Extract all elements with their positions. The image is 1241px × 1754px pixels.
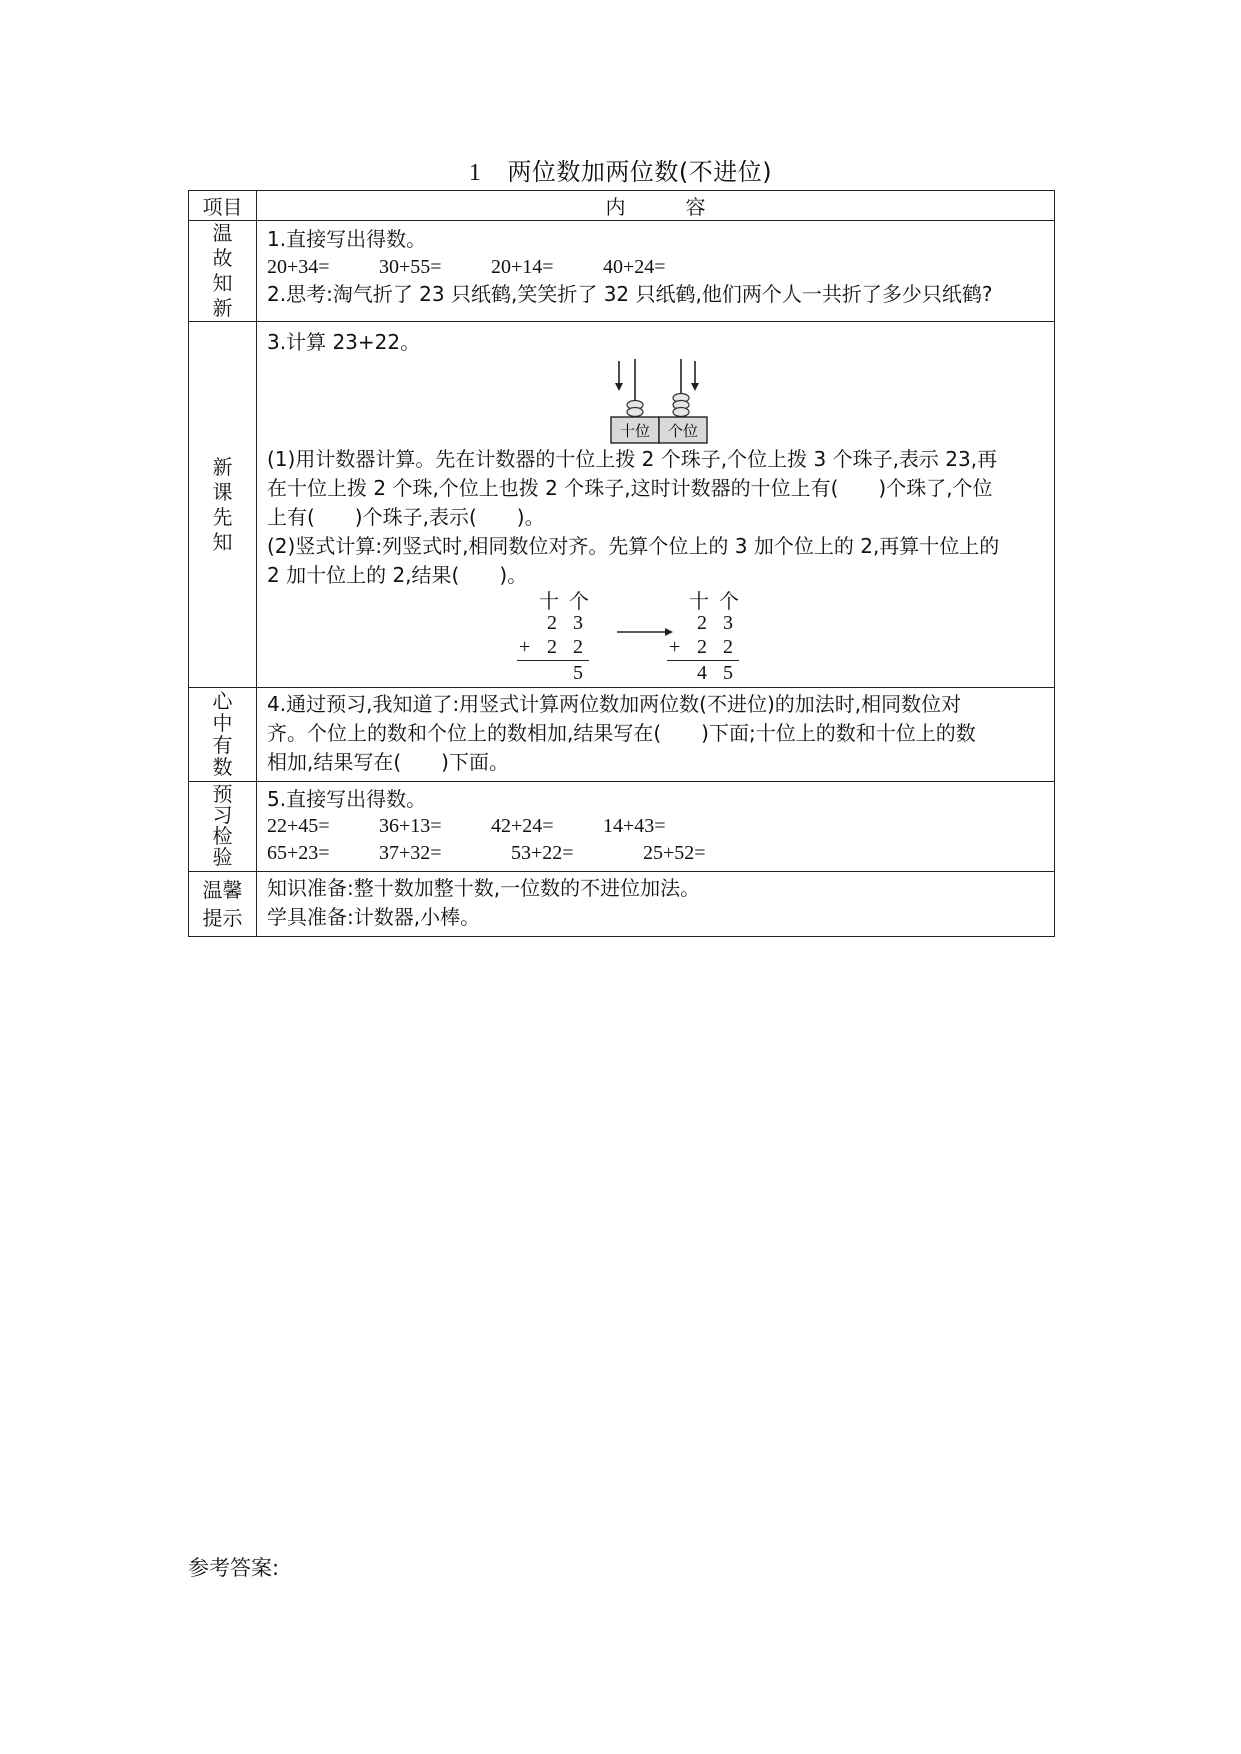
expr: 42+24= [491,815,554,837]
abacus-diagram [609,357,729,445]
summary-line1: 4.通过预习,我知道了:用竖式计算两位数加两位数(不进位)的加法时,相同数位对 [267,692,962,716]
right-result-tens: 4 [697,662,707,684]
right-plus: + [669,636,681,658]
review-row [189,221,1055,322]
q5-text: 5.直接写出得数。 [267,787,427,811]
left-b-tens: 2 [547,636,557,658]
right-head-tens: 十 [689,589,709,613]
expr: 20+34= [267,256,330,278]
tips-line1: 知识准备:整十数加整十数,一位数的不进位加法。 [267,876,701,900]
check-content [257,782,1055,872]
page-title [0,152,1241,187]
check-row1 [267,812,1044,839]
tips-line2: 学具准备:计数器,小棒。 [267,905,481,929]
q3-text: 3.计算 23+22。 [267,330,421,354]
worksheet-table [188,190,1055,937]
tips-row [189,872,1055,937]
left-plus: + [519,636,531,658]
expr: 40+24= [603,256,666,278]
ones-bead-group [673,394,689,417]
tens-bead-group [627,401,643,417]
expr: 37+32= [379,842,442,864]
left-head-ones: 个 [569,589,589,613]
p1-line3: 上有( )个珠子,表示( )。 [267,505,545,529]
abacus-figure [267,357,1044,445]
header-row [189,191,1055,221]
left-a-tens: 2 [547,612,557,634]
expr: 30+55= [379,256,442,278]
left-result-ones: 5 [573,662,583,684]
ones-label: 个位 [667,422,699,440]
tips-label: 温馨 提示 [189,872,257,937]
header-item: 项目 [189,191,257,221]
expr: 14+43= [603,815,666,837]
left-sum-line [517,660,589,661]
expr: 53+22= [511,842,574,864]
q2-text: 2.思考:淘气折了 23 只纸鹤,笑笑折了 32 只纸鹤,他们两个人一共折了多少只纸鹤? [267,282,993,306]
review-label: 温 故 知 新 [189,221,257,322]
new-lesson-content [257,322,1055,688]
left-head-tens: 十 [539,589,559,613]
right-a-tens: 2 [697,612,707,634]
right-b-ones: 2 [723,636,733,658]
vertical-calc [267,590,1044,682]
check-label: 预 习 检 验 [189,782,257,872]
right-b-tens: 2 [697,636,707,658]
q1-text: 1.直接写出得数。 [267,227,427,251]
right-a-ones: 3 [723,612,733,634]
right-result-ones: 5 [723,662,733,684]
p1-line1: (1)用计数器计算。先在计数器的十位上拨 2 个珠子,个位上拨 3 个珠子,表示 23,再 [267,447,998,471]
summary-row [189,688,1055,782]
tens-label: 十位 [619,422,651,440]
p2-line2: 2 加十位上的 2,结果( )。 [267,563,528,587]
summary-content [257,688,1055,782]
review-content [257,221,1055,322]
arrow-right-icon [617,626,677,638]
left-a-ones: 3 [573,612,583,634]
answers-label: 参考答案: [188,1556,280,1580]
header-content: 内容 [257,191,1055,221]
new-lesson-label: 新 课 先 知 [189,322,257,688]
summary-line3: 相加,结果写在( )下面。 [267,750,509,774]
title-number: 1 [468,160,482,186]
summary-label: 心 中 有 数 [189,688,257,782]
q1-exprs [267,253,1044,281]
expr: 22+45= [267,815,330,837]
p2-line1: (2)竖式计算:列竖式时,相同数位对齐。先算个位上的 3 加个位上的 2,再算十位上的 [267,534,1000,558]
p1-line2: 在十位上拨 2 个珠,个位上也拨 2 个珠子,这时计数器的十位上有( )个珠了,个位 [267,476,993,500]
summary-line2: 齐。个位上的数和个位上的数相加,结果写在( )下面;十位上的数和十位上的数 [267,721,976,745]
expr: 36+13= [379,815,442,837]
right-sum-line [667,660,739,661]
tips-content [257,872,1055,937]
expr: 20+14= [491,256,554,278]
check-row [189,782,1055,872]
expr: 65+23= [267,842,330,864]
expr: 25+52= [643,842,706,864]
new-lesson-row [189,322,1055,688]
title-text: 两位数加两位数(不进位) [507,158,773,186]
right-head-ones: 个 [719,589,739,613]
check-row2 [267,839,1044,866]
left-b-ones: 2 [573,636,583,658]
